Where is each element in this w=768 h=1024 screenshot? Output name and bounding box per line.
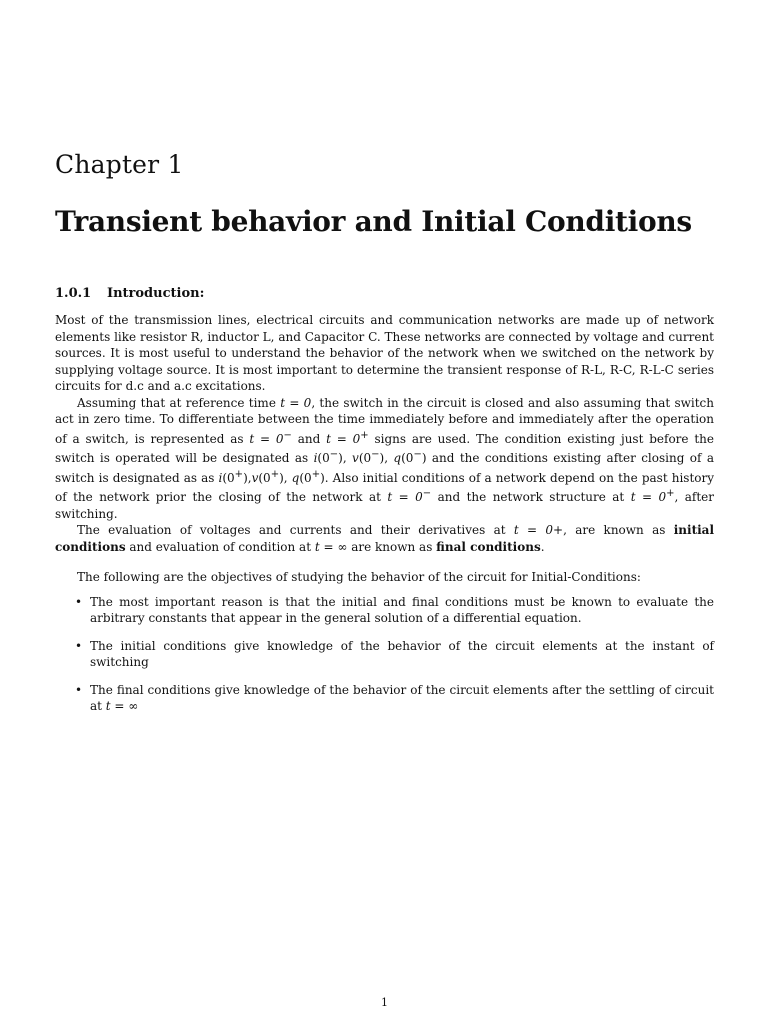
paragraph-initial-final: The evaluation of voltages and currents and their derivatives at t = 0+, are known as initial conditions and evaluation of condition at t = ∞ are known as final conditions.	[55, 523, 715, 554]
body-text	[55, 312, 714, 726]
chapter-label: Chapter 1	[55, 150, 184, 179]
bullet-icon: •	[75, 594, 83, 609]
term-final-conditions: final conditions	[436, 539, 541, 554]
math-q0-minus: q(0−)	[393, 449, 427, 465]
paragraph-switching: Assuming that at reference time t = 0, the switch in the circuit is closed and also assuming that switch act in zero time. To differentiate between the time immediately before and immediately after the operation of a switch, is represented as t = 0− and t = 0+ signs are used. The condition existing just before the switch is operated will be designated as i(0−), v(0−), q(0−) and the conditions existing after closing of a switch is designated as as i(0+),v(0+), q(0+). Also initial conditions of a network depend on the past history of the network prior the closing of the network at t = 0− and the network structure at t = 0+, after switching.	[55, 395, 715, 521]
math-t0: t = 0	[280, 395, 312, 410]
math-t0-plus-2: t = 0+	[630, 488, 675, 504]
math-v0-minus: v(0−)	[352, 449, 385, 465]
math-i0-minus: i(0−)	[313, 449, 343, 465]
chapter-title: Transient behavior and Initial Conditions	[55, 205, 692, 238]
math-i0-plus: i(0+)	[218, 468, 248, 485]
section-number: 1.0.1	[55, 286, 92, 301]
math-t0-plus: t = 0+	[326, 429, 369, 446]
section-heading	[55, 286, 204, 301]
math-v0-plus: v(0+)	[251, 468, 284, 485]
bullet-icon: •	[75, 682, 83, 697]
bullet-icon: •	[75, 638, 83, 653]
math-t0plus-inline: t = 0+	[513, 523, 564, 537]
math-t0-minus: t = 0−	[249, 429, 292, 446]
math-t-infinity-bullet: t = ∞	[105, 699, 139, 713]
math-t-infinity: t = ∞	[314, 539, 348, 554]
list-item: • The final conditions give knowledge of the behavior of the circuit elements after the settling of circuit at t = ∞	[75, 682, 714, 713]
objectives-list	[55, 594, 714, 715]
page-number: 1	[381, 996, 388, 1009]
math-q0-plus: q(0+)	[291, 468, 325, 485]
paragraph-objectives: The following are the objectives of studying the behavior of the circuit for Initial-Conditions:	[77, 570, 641, 584]
math-t0-minus-2: t = 0−	[387, 488, 432, 504]
list-item: • The initial conditions give knowledge of the behavior of the circuit elements at the instant of switching	[75, 638, 714, 669]
term-initial-conditions: initial conditions	[55, 523, 715, 554]
list-item: • The most important reason is that the initial and final conditions must be known to evaluate the arbitrary constants that appear in the general solution of a differential equation.	[75, 594, 714, 625]
section-title: Introduction:	[107, 286, 205, 301]
document-page	[55, 0, 714, 1024]
paragraph-intro: Most of the transmission lines, electrical circuits and communication networks are made up of network elements like resistor R, inductor L, and Capacitor C. These networks are connected by voltage and current sources. It is most useful to understand the behavior of the network when we switched on the network by supplying voltage source. It is most important to determine the transient response of R-L, R-C, R-L-C series circuits for d.c and a.c excitations.	[55, 313, 714, 393]
